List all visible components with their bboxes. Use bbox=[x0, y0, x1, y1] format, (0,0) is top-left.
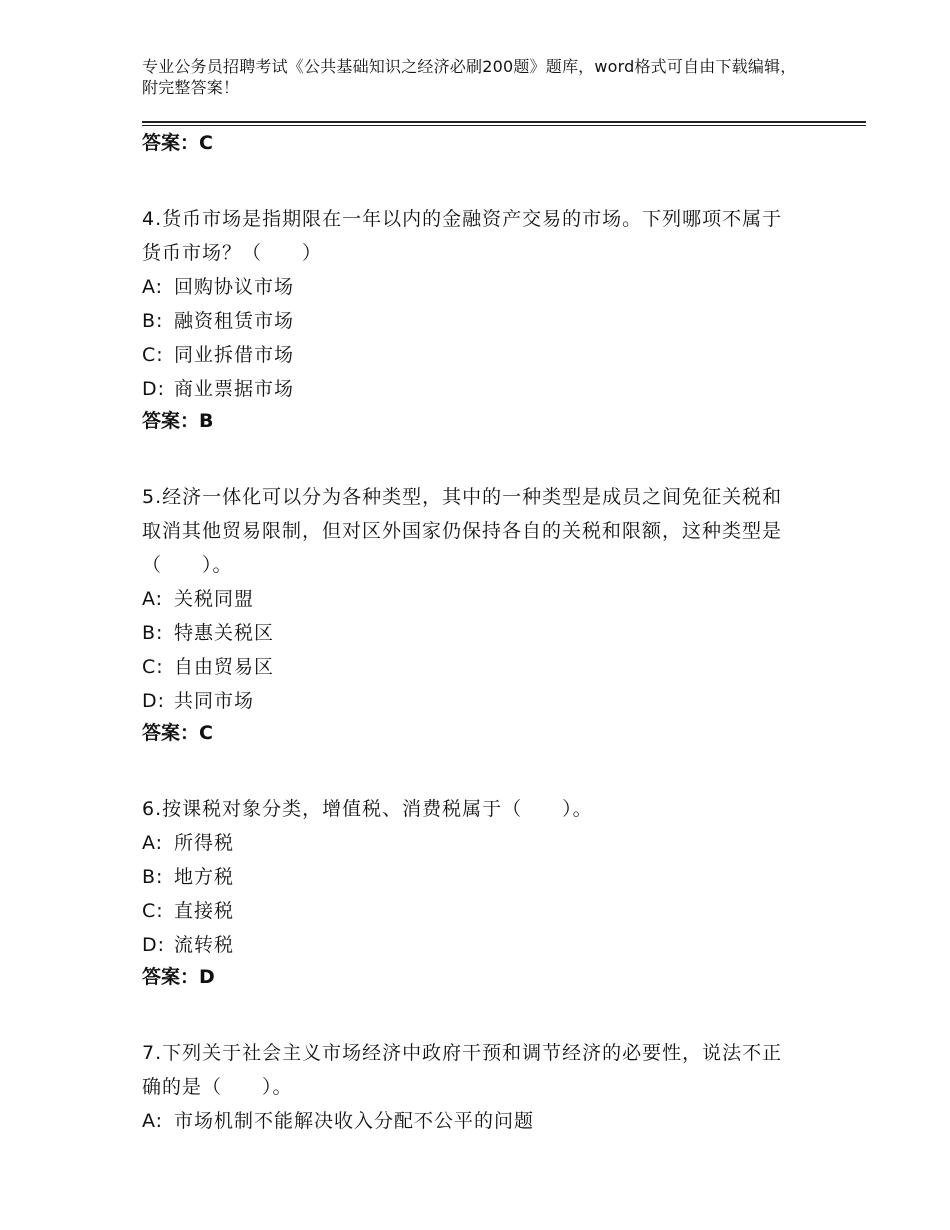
option-letter: A: bbox=[142, 276, 164, 298]
option-d bbox=[142, 684, 802, 718]
option-letter: B: bbox=[142, 866, 164, 888]
option-text: 自由贸易区 bbox=[174, 656, 275, 678]
option-text: 融资租赁市场 bbox=[174, 310, 295, 332]
question-7 bbox=[142, 1036, 802, 1138]
header-rule-thin bbox=[142, 125, 866, 126]
option-d bbox=[142, 928, 802, 962]
option-text: 市场机制不能解决收入分配不公平的问题 bbox=[174, 1110, 535, 1132]
answer-label: 答案：D bbox=[142, 966, 215, 988]
option-letter: D: bbox=[142, 378, 166, 400]
option-text: 所得税 bbox=[174, 832, 235, 854]
option-text: 同业拆借市场 bbox=[174, 344, 295, 366]
answer-label: 答案：B bbox=[142, 410, 214, 432]
option-b bbox=[142, 860, 802, 894]
option-text: 直接税 bbox=[174, 900, 235, 922]
option-letter: C: bbox=[142, 656, 164, 678]
option-letter: A: bbox=[142, 588, 164, 610]
answer-label: 答案：C bbox=[142, 722, 213, 744]
option-a bbox=[142, 826, 802, 860]
question-5 bbox=[142, 480, 802, 752]
option-c bbox=[142, 894, 802, 928]
option-text: 回购协议市场 bbox=[174, 276, 295, 298]
option-c bbox=[142, 338, 802, 372]
option-text: 流转税 bbox=[174, 934, 235, 956]
question-6 bbox=[142, 792, 802, 996]
question-text: 6.按课税对象分类，增值税、消费税属于（ ）。 bbox=[142, 798, 593, 820]
option-letter: B: bbox=[142, 622, 164, 644]
question-4 bbox=[142, 202, 802, 440]
option-a bbox=[142, 1104, 802, 1138]
question-list bbox=[142, 128, 802, 1138]
option-c bbox=[142, 650, 802, 684]
option-a bbox=[142, 270, 802, 304]
option-d bbox=[142, 372, 802, 406]
option-text: 共同市场 bbox=[174, 690, 255, 712]
option-letter: D: bbox=[142, 690, 166, 712]
option-a bbox=[142, 582, 802, 616]
document-header: 专业公务员招聘考试《公共基础知识之经济必刷200题》题库，word格式可自由下载编辑，附完整答案！ bbox=[142, 57, 797, 97]
option-text: 地方税 bbox=[174, 866, 235, 888]
option-b bbox=[142, 304, 802, 338]
question-text: 4.货币市场是指期限在一年以内的金融资产交易的市场。下列哪项不属于货币市场？（ ） bbox=[142, 208, 783, 264]
option-letter: C: bbox=[142, 344, 164, 366]
option-text: 商业票据市场 bbox=[174, 378, 295, 400]
option-text: 关税同盟 bbox=[174, 588, 255, 610]
option-letter: B: bbox=[142, 310, 164, 332]
option-letter: A: bbox=[142, 832, 164, 854]
question-text: 5.经济一体化可以分为各种类型，其中的一种类型是成员之间免征关税和取消其他贸易限制，但对区外国家仍保持各自的关税和限额，这种类型是（ ）。 bbox=[142, 486, 783, 576]
option-text: 特惠关税区 bbox=[174, 622, 275, 644]
option-letter: A: bbox=[142, 1110, 164, 1132]
option-letter: D: bbox=[142, 934, 166, 956]
previous-answer: 答案：C bbox=[142, 132, 213, 154]
option-letter: C: bbox=[142, 900, 164, 922]
option-b bbox=[142, 616, 802, 650]
header-rule-thick bbox=[142, 121, 866, 123]
question-text: 7.下列关于社会主义市场经济中政府干预和调节经济的必要性，说法不正确的是（ ）。 bbox=[142, 1042, 783, 1098]
